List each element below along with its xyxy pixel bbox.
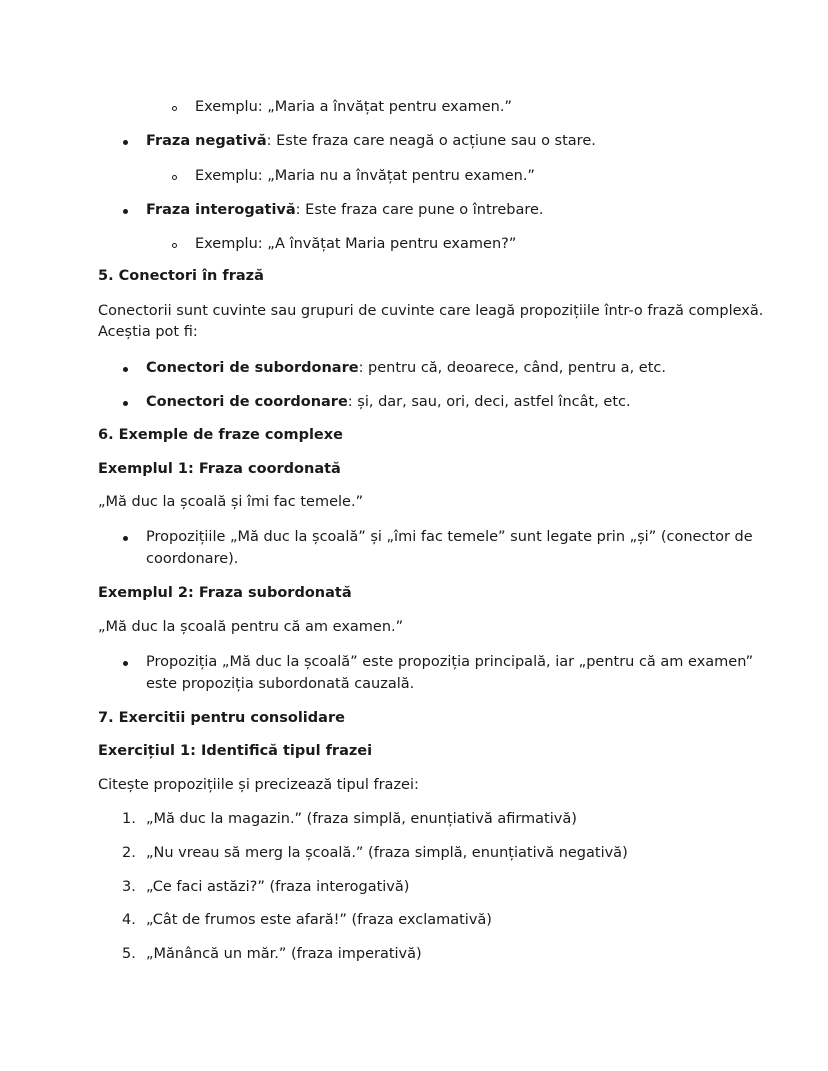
section-5-paragraph-line-2: Aceștia pot fi: <box>98 324 198 340</box>
example-1-explanation-line-1: Propozițiile „Mă duc la școală” și „îmi fac temele” sunt legate prin „și” (conector de <box>146 529 753 545</box>
bullet-marker <box>123 401 128 406</box>
bullet-marker <box>123 367 128 372</box>
list-number: 1. <box>122 811 136 827</box>
example-interrogative: Exemplu: „A învățat Maria pentru examen?” <box>195 236 517 252</box>
exercise-item: „Mănâncă un măr.” (fraza imperativă) <box>146 946 422 962</box>
list-number: 4. <box>122 912 136 928</box>
connector-coordination-list: : și, dar, sau, ori, deci, astfel încât, etc. <box>347 394 631 410</box>
bullet-marker <box>123 536 128 541</box>
term-coordination: Conectori de coordonare <box>146 394 348 410</box>
list-number: 5. <box>122 946 136 962</box>
list-item-interrogative <box>146 200 544 220</box>
example-1-sentence: „Mă duc la școală și îmi fac temele.” <box>98 494 364 510</box>
exercise-item: „Cât de frumos este afară!” (fraza exclamativă) <box>146 912 492 928</box>
connector-coordination <box>146 392 631 412</box>
term-negative: Fraza negativă <box>146 133 267 149</box>
section-5-heading: 5. Conectori în frază <box>98 268 264 284</box>
sub-bullet-marker <box>172 106 177 111</box>
exercise-item: „Nu vreau să merg la școală.” (fraza simplă, enunțiativă negativă) <box>146 845 628 861</box>
section-7-heading: 7. Exercitii pentru consolidare <box>98 710 345 726</box>
bullet-marker <box>123 209 128 214</box>
section-6-heading: 6. Exemple de fraze complexe <box>98 427 343 443</box>
section-5-paragraph-line-1: Conectorii sunt cuvinte sau grupuri de cuvinte care leagă propozițiile într-o frază complexă. <box>98 303 764 319</box>
example-2-title: Exemplul 2: Fraza subordonată <box>98 585 352 601</box>
connector-subordination-list: : pentru că, deoarece, când, pentru a, etc. <box>358 360 666 376</box>
example-2-explanation-line-2: este propoziția subordonată cauzală. <box>146 676 415 692</box>
exercise-item: „Mă duc la magazin.” (fraza simplă, enunțiativă afirmativă) <box>146 811 577 827</box>
example-affirmative: Exemplu: „Maria a învățat pentru examen.” <box>195 99 512 115</box>
list-item-negative <box>146 131 596 151</box>
list-number: 3. <box>122 879 136 895</box>
sub-bullet-marker <box>172 243 177 248</box>
sub-bullet-marker <box>172 175 177 180</box>
example-1-title: Exemplul 1: Fraza coordonată <box>98 461 341 477</box>
connector-subordination <box>146 358 666 378</box>
definition-negative: : Este fraza care neagă o acțiune sau o stare. <box>266 133 596 149</box>
bullet-marker <box>123 140 128 145</box>
term-interrogative: Fraza interogativă <box>146 202 296 218</box>
bullet-marker <box>123 661 128 666</box>
example-negative: Exemplu: „Maria nu a învățat pentru examen.” <box>195 168 535 184</box>
term-subordination: Conectori de subordonare <box>146 360 359 376</box>
exercise-1-instruction: Citește propozițiile și precizează tipul frazei: <box>98 777 419 793</box>
exercise-item: „Ce faci astăzi?” (fraza interogativă) <box>146 879 410 895</box>
list-number: 2. <box>122 845 136 861</box>
definition-interrogative: : Este fraza care pune o întrebare. <box>295 202 544 218</box>
exercise-1-title: Exercițiul 1: Identifică tipul frazei <box>98 743 373 759</box>
example-1-explanation-line-2: coordonare). <box>146 551 239 567</box>
example-2-sentence: „Mă duc la școală pentru că am examen.” <box>98 619 404 635</box>
example-2-explanation-line-1: Propoziția „Mă duc la școală” este propoziția principală, iar „pentru că am examen” <box>146 654 754 670</box>
